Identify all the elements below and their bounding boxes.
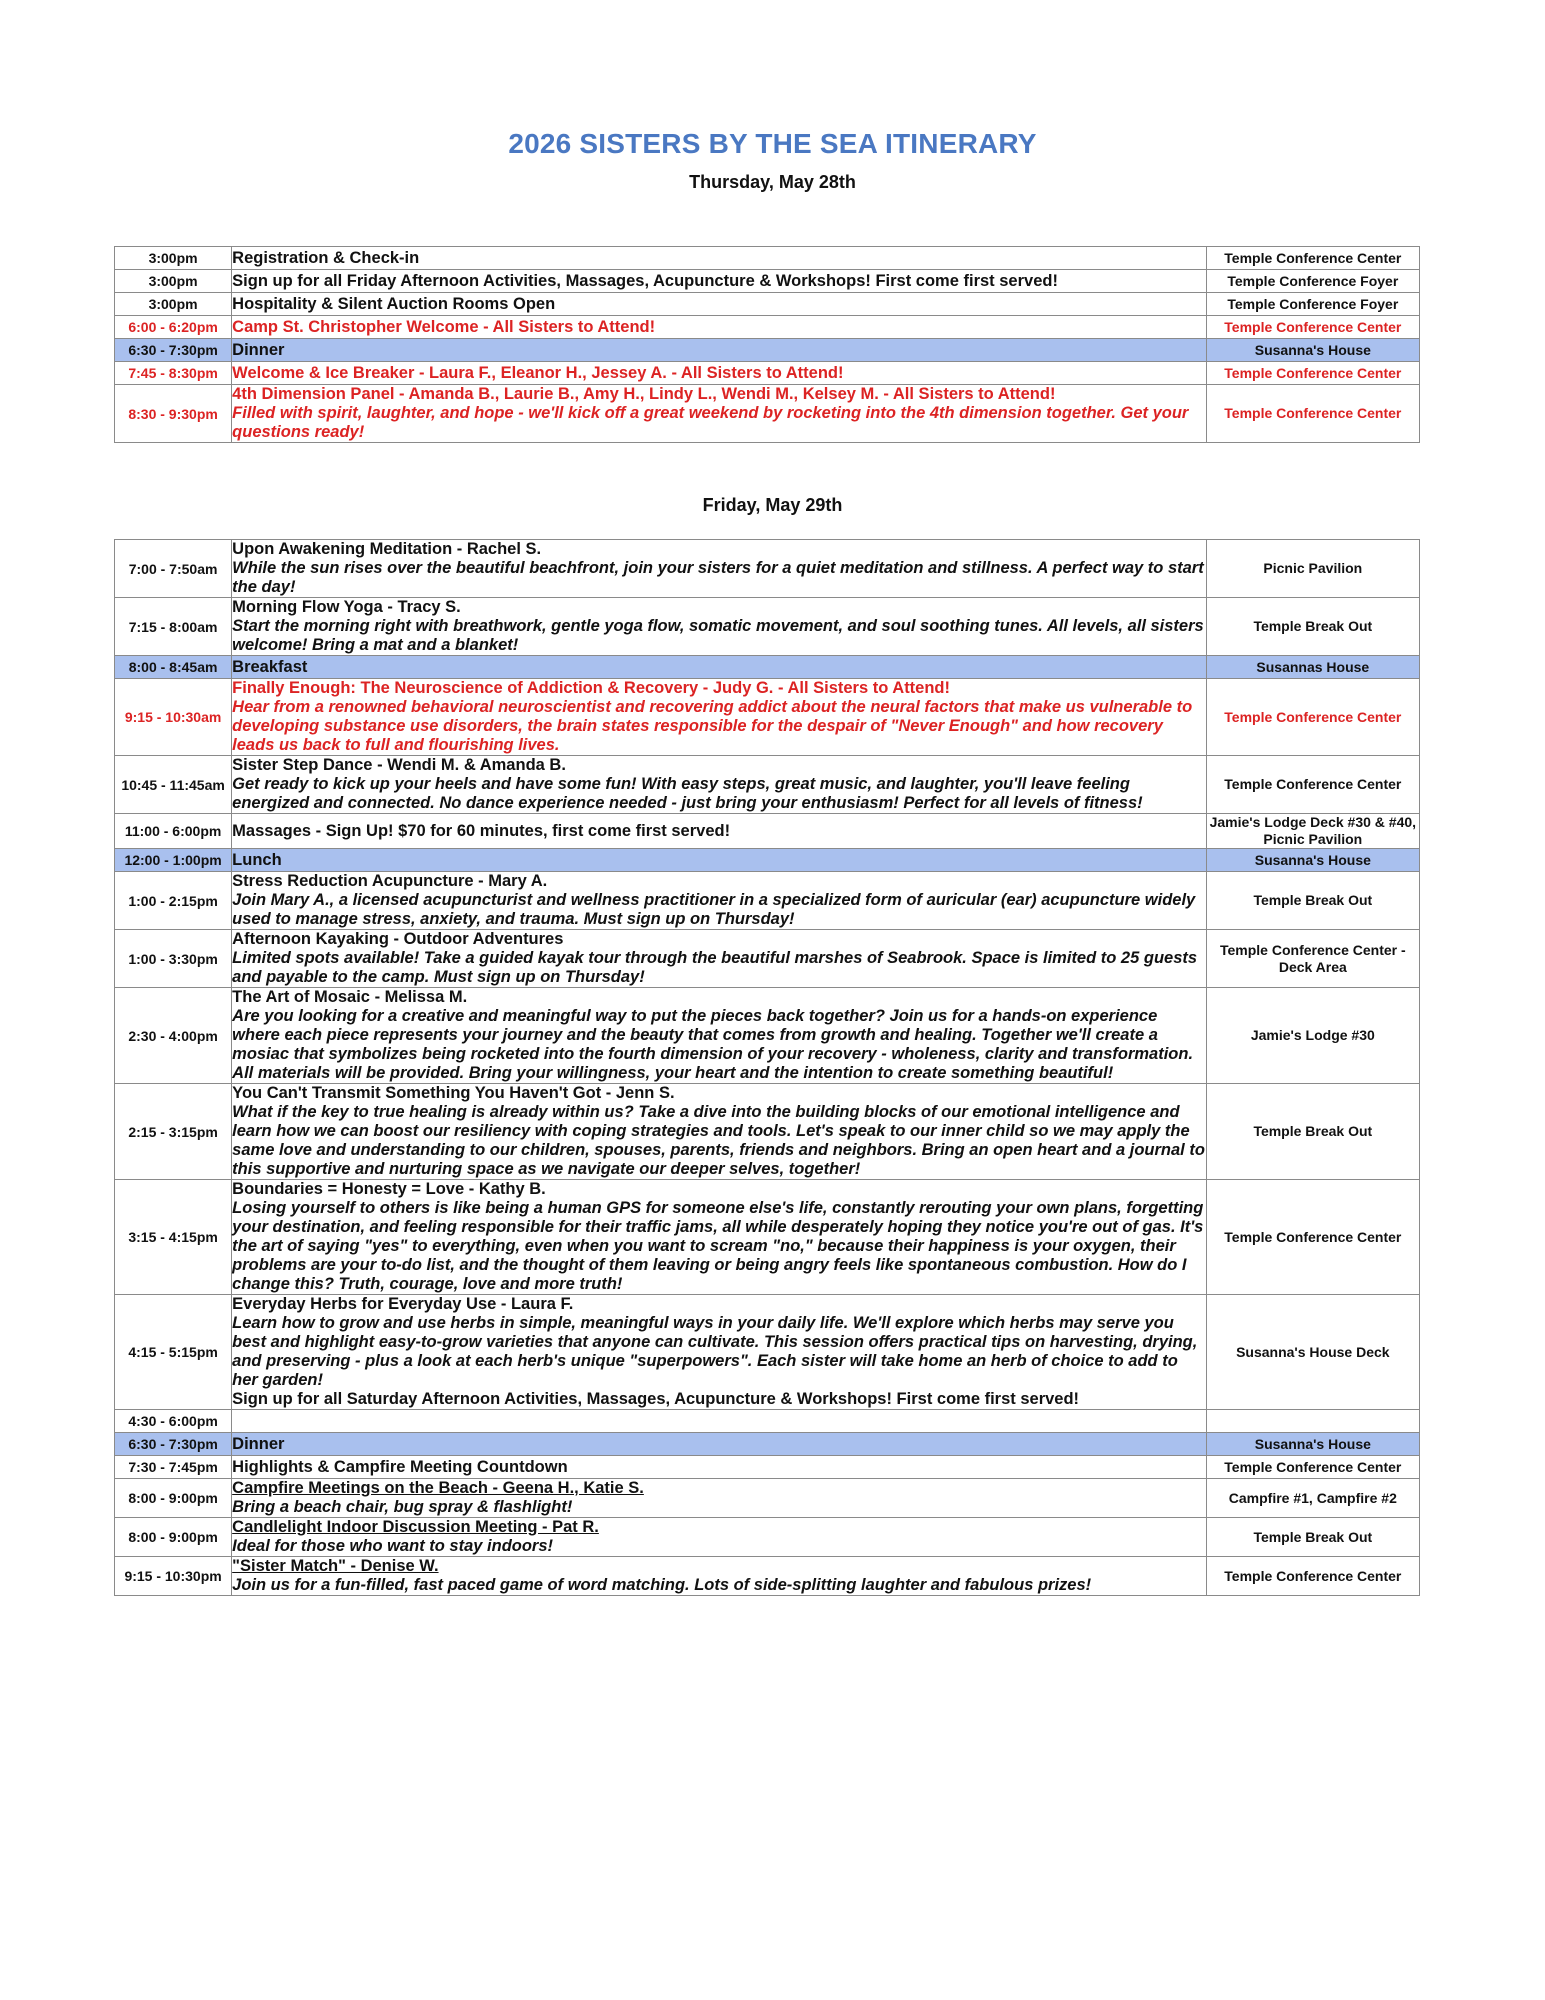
table-row — [115, 339, 1420, 362]
session-title: Dinner — [232, 339, 1206, 362]
time-cell: 3:15 - 4:15pm — [115, 1180, 232, 1295]
session-title: Candlelight Indoor Discussion Meeting - Pat R. — [232, 1518, 599, 1536]
session-cell — [232, 988, 1206, 1084]
session-cell — [232, 1180, 1206, 1295]
time-cell: 7:00 - 7:50am — [115, 540, 232, 598]
location-cell: Temple Conference Foyer — [1206, 270, 1419, 293]
session-description: Learn how to grow and use herbs in simple, meaningful ways in your daily life. We'll explore which herbs may serve you best and highlight easy-to-grow varieties that anyone can cultivate. This session offers practical tips on harvesting, drying, and preserving - plus a look at each herb's unique "superpowers". Each sister will take home an herb of choice to add to her garden! — [232, 1314, 1198, 1389]
location-cell: Susanna's House — [1206, 1433, 1419, 1456]
time-cell: 7:45 - 8:30pm — [115, 362, 232, 385]
table-row — [115, 1084, 1420, 1180]
session-cell — [232, 1557, 1206, 1596]
session-title: The Art of Mosaic - Melissa M. — [232, 988, 468, 1006]
signup-notice: Sign up for all Saturday Afternoon Activities, Massages, Acupuncture & Workshops! First come first served! — [232, 1390, 1080, 1408]
location-cell: Temple Break Out — [1206, 1518, 1419, 1557]
time-cell: 4:15 - 5:15pm — [115, 1295, 232, 1410]
time-cell: 8:00 - 9:00pm — [115, 1479, 232, 1518]
thursday-heading: Thursday, May 28th — [689, 172, 856, 192]
time-cell: 12:00 - 1:00pm — [115, 849, 232, 872]
time-cell: 6:00 - 6:20pm — [115, 316, 232, 339]
session-title: Camp St. Christopher Welcome - All Sisters to Attend! — [232, 316, 1206, 339]
session-title: Hospitality & Silent Auction Rooms Open — [232, 293, 1206, 316]
session-description: What if the key to true healing is already within us? Take a dive into the building blocks of our emotional intelligence and learn how we can boost our resiliency with coping strategies and tools. Let's speak to our inner child so we may apply the same love and understanding to our children, spouses, parents, friends and neighbors. Bring an open heart and a journal to this supportive and nurturing space as we navigate our deeper selves, together! — [232, 1103, 1205, 1178]
location-cell: Temple Conference Center — [1206, 385, 1419, 443]
session-title: Highlights & Campfire Meeting Countdown — [232, 1456, 1206, 1479]
session-description: Join us for a fun-filled, fast paced game of word matching. Lots of side-splitting laughter and fabulous prizes! — [232, 1576, 1092, 1594]
table-row — [115, 1479, 1420, 1518]
location-cell: Picnic Pavilion — [1206, 540, 1419, 598]
session-cell — [232, 1084, 1206, 1180]
table-row — [115, 656, 1420, 679]
session-description: Ideal for those who want to stay indoors! — [232, 1537, 554, 1555]
time-cell: 8:30 - 9:30pm — [115, 385, 232, 443]
session-description: Are you looking for a creative and meaningful way to put the pieces back together? Join us for a hands-on experience where each piece represents your journey and the beauty that comes from growth and healing. Together we'll create a mosiac that symbolizes being rocketed into the fourth dimension of your recovery - wholeness, clarity and transformation. All materials will be provided. Bring your willingness, your heart and the intention to create something beautiful! — [232, 1007, 1194, 1082]
time-cell: 4:30 - 6:00pm — [115, 1410, 232, 1433]
session-title: You Can't Transmit Something You Haven't Got - Jenn S. — [232, 1084, 675, 1102]
friday-schedule-table — [114, 539, 1420, 1596]
session-title: Welcome & Ice Breaker - Laura F., Eleanor H., Jessey A. - All Sisters to Attend! — [232, 362, 1206, 385]
time-cell: 2:15 - 3:15pm — [115, 1084, 232, 1180]
session-title: Lunch — [232, 849, 1206, 872]
time-cell: 10:45 - 11:45am — [115, 756, 232, 814]
table-row — [115, 598, 1420, 656]
location-cell: Susanna's House — [1206, 849, 1419, 872]
location-cell: Temple Conference Center — [1206, 1456, 1419, 1479]
session-cell — [232, 756, 1206, 814]
table-row — [115, 1410, 1420, 1433]
table-row — [115, 756, 1420, 814]
session-title: 4th Dimension Panel - Amanda B., Laurie B., Amy H., Lindy L., Wendi M., Kelsey M. - All Sisters to Attend! — [232, 385, 1056, 403]
session-title: Upon Awakening Meditation - Rachel S. — [232, 540, 542, 558]
session-cell — [232, 1479, 1206, 1518]
table-row — [115, 814, 1420, 849]
session-cell — [232, 385, 1206, 443]
session-cell — [232, 1518, 1206, 1557]
session-description: Filled with spirit, laughter, and hope - we'll kick off a great weekend by rocketing into the 4th dimension together. Get your questions ready! — [232, 404, 1189, 441]
session-description: Start the morning right with breathwork, gentle yoga flow, somatic movement, and soul soothing tunes. All levels, all sisters welcome! Bring a mat and a blanket! — [232, 617, 1204, 654]
time-cell: 8:00 - 8:45am — [115, 656, 232, 679]
location-cell: Temple Conference Center — [1206, 1180, 1419, 1295]
time-cell: 9:15 - 10:30pm — [115, 1557, 232, 1596]
location-cell — [1206, 1410, 1419, 1433]
session-description: Limited spots available! Take a guided kayak tour through the beautiful marshes of Seabrook. Space is limited to 25 guests and payable to the camp. Must sign up on Thursday! — [232, 949, 1198, 986]
location-cell: Jamie's Lodge #30 — [1206, 988, 1419, 1084]
time-cell: 6:30 - 7:30pm — [115, 1433, 232, 1456]
table-row — [115, 1456, 1420, 1479]
table-row — [115, 1295, 1420, 1410]
time-cell: 1:00 - 2:15pm — [115, 872, 232, 930]
time-cell: 3:00pm — [115, 247, 232, 270]
location-cell: Temple Conference Center — [1206, 1557, 1419, 1596]
session-cell — [232, 872, 1206, 930]
session-title: Massages - Sign Up! $70 for 60 minutes, first come first served! — [232, 814, 1206, 849]
time-cell: 3:00pm — [115, 293, 232, 316]
location-cell: Jamie's Lodge Deck #30 & #40, Picnic Pavilion — [1206, 814, 1419, 849]
session-title: Sister Step Dance - Wendi M. & Amanda B. — [232, 756, 566, 774]
location-cell: Temple Break Out — [1206, 598, 1419, 656]
session-cell — [232, 679, 1206, 756]
session-title — [232, 1410, 1206, 1433]
table-row — [115, 1557, 1420, 1596]
location-cell: Susannas House — [1206, 656, 1419, 679]
session-cell — [232, 598, 1206, 656]
table-row — [115, 679, 1420, 756]
table-row — [115, 849, 1420, 872]
session-description: Join Mary A., a licensed acupuncturist and wellness practitioner in a specialized form of auricular (ear) acupuncture widely used to manage stress, anxiety, and trauma. Must sign up on Thursday! — [232, 891, 1196, 928]
location-cell: Temple Conference Foyer — [1206, 293, 1419, 316]
time-cell: 8:00 - 9:00pm — [115, 1518, 232, 1557]
table-row — [115, 362, 1420, 385]
time-cell: 7:30 - 7:45pm — [115, 1456, 232, 1479]
table-row — [115, 247, 1420, 270]
table-row — [115, 293, 1420, 316]
session-description: Bring a beach chair, bug spray & flashlight! — [232, 1498, 573, 1516]
table-row — [115, 316, 1420, 339]
page-title: 2026 SISTERS BY THE SEA ITINERARY — [508, 128, 1037, 159]
location-cell: Temple Break Out — [1206, 872, 1419, 930]
session-title: Stress Reduction Acupuncture - Mary A. — [232, 872, 548, 890]
table-row — [115, 385, 1420, 443]
session-cell — [232, 1295, 1206, 1410]
location-cell: Temple Conference Center — [1206, 247, 1419, 270]
table-row — [115, 1180, 1420, 1295]
table-row — [115, 270, 1420, 293]
table-row — [115, 540, 1420, 598]
session-title: Boundaries = Honesty = Love - Kathy B. — [232, 1180, 546, 1198]
session-title: Breakfast — [232, 656, 1206, 679]
location-cell: Temple Conference Center - Deck Area — [1206, 930, 1419, 988]
session-title: Sign up for all Friday Afternoon Activities, Massages, Acupuncture & Workshops! First come first served! — [232, 270, 1206, 293]
table-row — [115, 930, 1420, 988]
session-title: Afternoon Kayaking - Outdoor Adventures — [232, 930, 564, 948]
time-cell: 7:15 - 8:00am — [115, 598, 232, 656]
session-title: Morning Flow Yoga - Tracy S. — [232, 598, 461, 616]
session-title: Finally Enough: The Neuroscience of Addiction & Recovery - Judy G. - All Sisters to Attend! — [232, 679, 951, 697]
session-description: While the sun rises over the beautiful beachfront, join your sisters for a quiet meditation and stillness. A perfect way to start the day! — [232, 559, 1204, 596]
location-cell: Temple Conference Center — [1206, 756, 1419, 814]
session-title: Everyday Herbs for Everyday Use - Laura F. — [232, 1295, 574, 1313]
location-cell: Susanna's House — [1206, 339, 1419, 362]
session-cell — [232, 540, 1206, 598]
time-cell: 2:30 - 4:00pm — [115, 988, 232, 1084]
location-cell: Temple Conference Center — [1206, 679, 1419, 756]
location-cell: Campfire #1, Campfire #2 — [1206, 1479, 1419, 1518]
location-cell: Temple Conference Center — [1206, 316, 1419, 339]
time-cell: 11:00 - 6:00pm — [115, 814, 232, 849]
table-row — [115, 872, 1420, 930]
location-cell: Temple Conference Center — [1206, 362, 1419, 385]
session-description: Hear from a renowned behavioral neuroscientist and recovering addict about the neural factors that make us vulnerable to developing substance use disorders, the brain states responsible for the despair of "Never Enough" and how recovery leads us back to full and flourishing lives. — [232, 698, 1193, 754]
friday-heading: Friday, May 29th — [702, 495, 843, 515]
session-cell — [232, 930, 1206, 988]
location-cell: Susanna's House Deck — [1206, 1295, 1419, 1410]
session-title: Campfire Meetings on the Beach - Geena H., Katie S. — [232, 1479, 644, 1497]
table-row — [115, 1433, 1420, 1456]
thursday-schedule-table — [114, 246, 1420, 443]
session-description: Losing yourself to others is like being a human GPS for someone else's life, constantly rerouting your own plans, forgetting your destination, and feeling responsible for their traffic jams, all while desperately hoping they notice you're out of gas. It's the art of saying "yes" to everything, even when you want to scream "no," because their happiness is your oxygen, their problems are your to-do list, and the thought of them leaving or being angry feels like spontaneous combustion. How do I change this? Truth, courage, love and more truth! — [232, 1199, 1204, 1293]
time-cell: 9:15 - 10:30am — [115, 679, 232, 756]
time-cell: 1:00 - 3:30pm — [115, 930, 232, 988]
time-cell: 3:00pm — [115, 270, 232, 293]
table-row — [115, 988, 1420, 1084]
table-row — [115, 1518, 1420, 1557]
session-title: Dinner — [232, 1433, 1206, 1456]
location-cell: Temple Break Out — [1206, 1084, 1419, 1180]
session-description: Get ready to kick up your heels and have some fun! With easy steps, great music, and laughter, you'll leave feeling energized and connected. No dance experience needed - just bring your enthusiasm! Perfect for all levels of fitness! — [232, 775, 1143, 812]
session-title: "Sister Match" - Denise W. — [232, 1557, 439, 1575]
time-cell: 6:30 - 7:30pm — [115, 339, 232, 362]
session-title: Registration & Check-in — [232, 247, 1206, 270]
